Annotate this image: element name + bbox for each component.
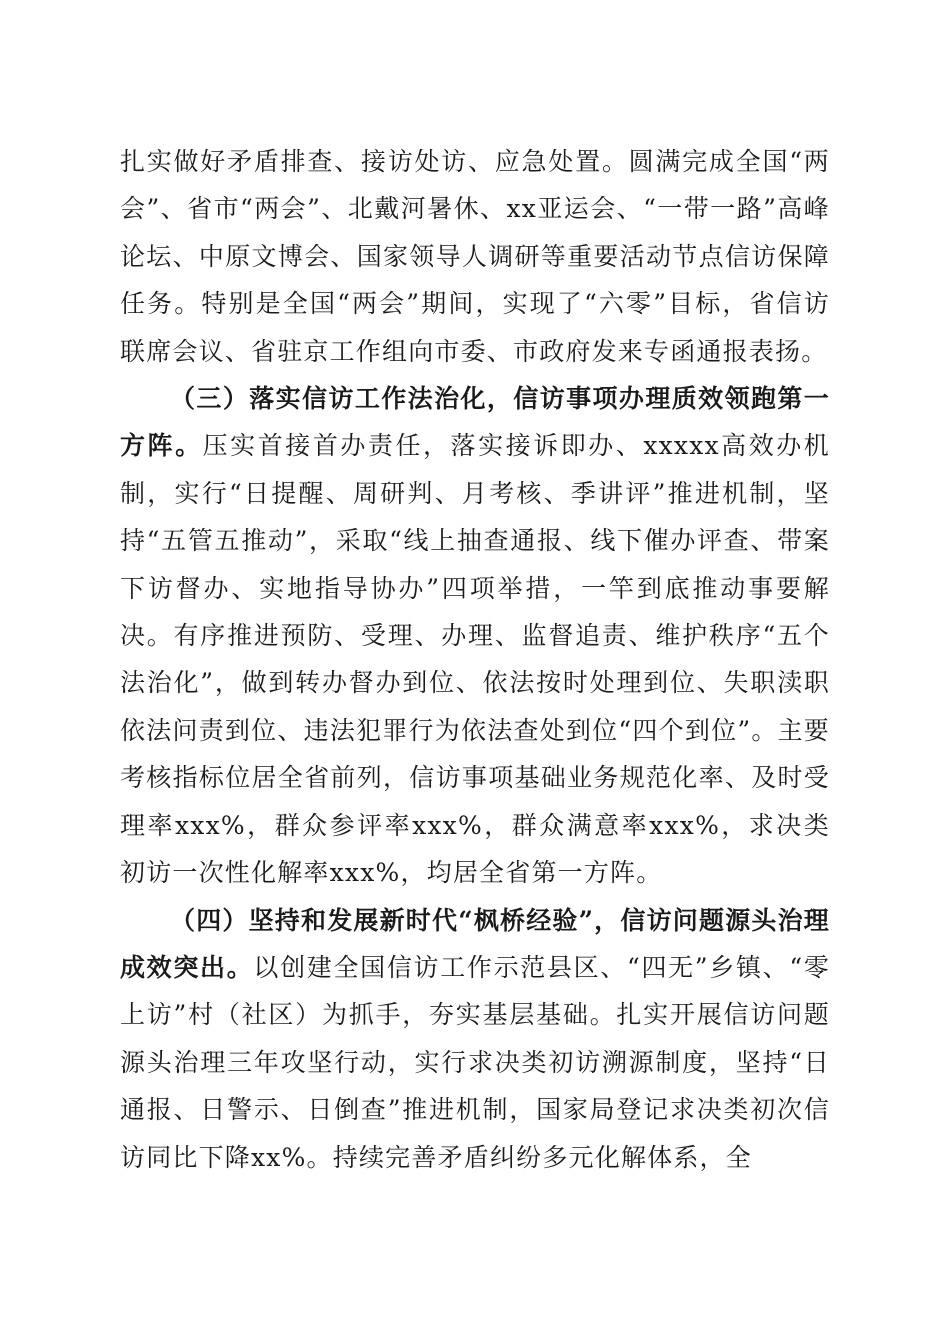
paragraph-section-three — [120, 375, 830, 896]
section-heading-three: （三）落实信访工作法治化，信访事项办理质效领跑第一方阵。 — [120, 384, 830, 461]
paragraph-body: 以创建全国信访工作示范县区、“四无”乡镇、“零上访”村（社区）为抓手，夯实基层基础。扎实开展信访问题源头治理三年攻坚行动，实行求决类初访溯源制度，坚持“日通报、日警示、日倒查”推进机制，国家局登记求决类初次信访同比下降xx%。持续完善矛盾纠纷多元化解体系，全 — [120, 952, 830, 1172]
document-body — [120, 138, 830, 1181]
section-heading-four: （四）坚持和发展新时代“枫桥经验”，信访问题源头治理成效突出。 — [120, 905, 830, 982]
paragraph-body: 扎实做好矛盾排查、接访处访、应急处置。圆满完成全国“两会”、省市“两会”、北戴河暑休、xx亚运会、“一带一路”高峰论坛、中原文博会、国家领导人调研等重要活动节点信访保障任务。特别是全国“两会”期间，实现了“六零”目标，省信访联席会议、省驻京工作组向市委、市政府发来专函通报表扬。 — [120, 147, 830, 366]
paragraph-continuation — [120, 138, 830, 375]
paragraph-body: 压实首接首办责任，落实接诉即办、xxxxx高效办机制，实行“日提醒、周研判、月考核、季讲评”推进机制，坚持“五管五推动”，采取“线上抽查通报、线下催办评查、带案下访督办、实地指导协办”四项举措，一竿到底推动事要解决。有序推进预防、受理、办理、监督追责、维护秩序“五个法治化”，做到转办督办到位、依法按时处理到位、失职渎职依法问责到位、违法犯罪行为依法查处到位“四个到位”。主要考核指标位居全省前列，信访事项基础业务规范化率、及时受理率xxx%，群众参评率xxx%，群众满意率xxx%，求决类初访一次性化解率xxx%，均居全省第一方阵。 — [120, 431, 830, 888]
paragraph-section-four — [120, 897, 830, 1181]
